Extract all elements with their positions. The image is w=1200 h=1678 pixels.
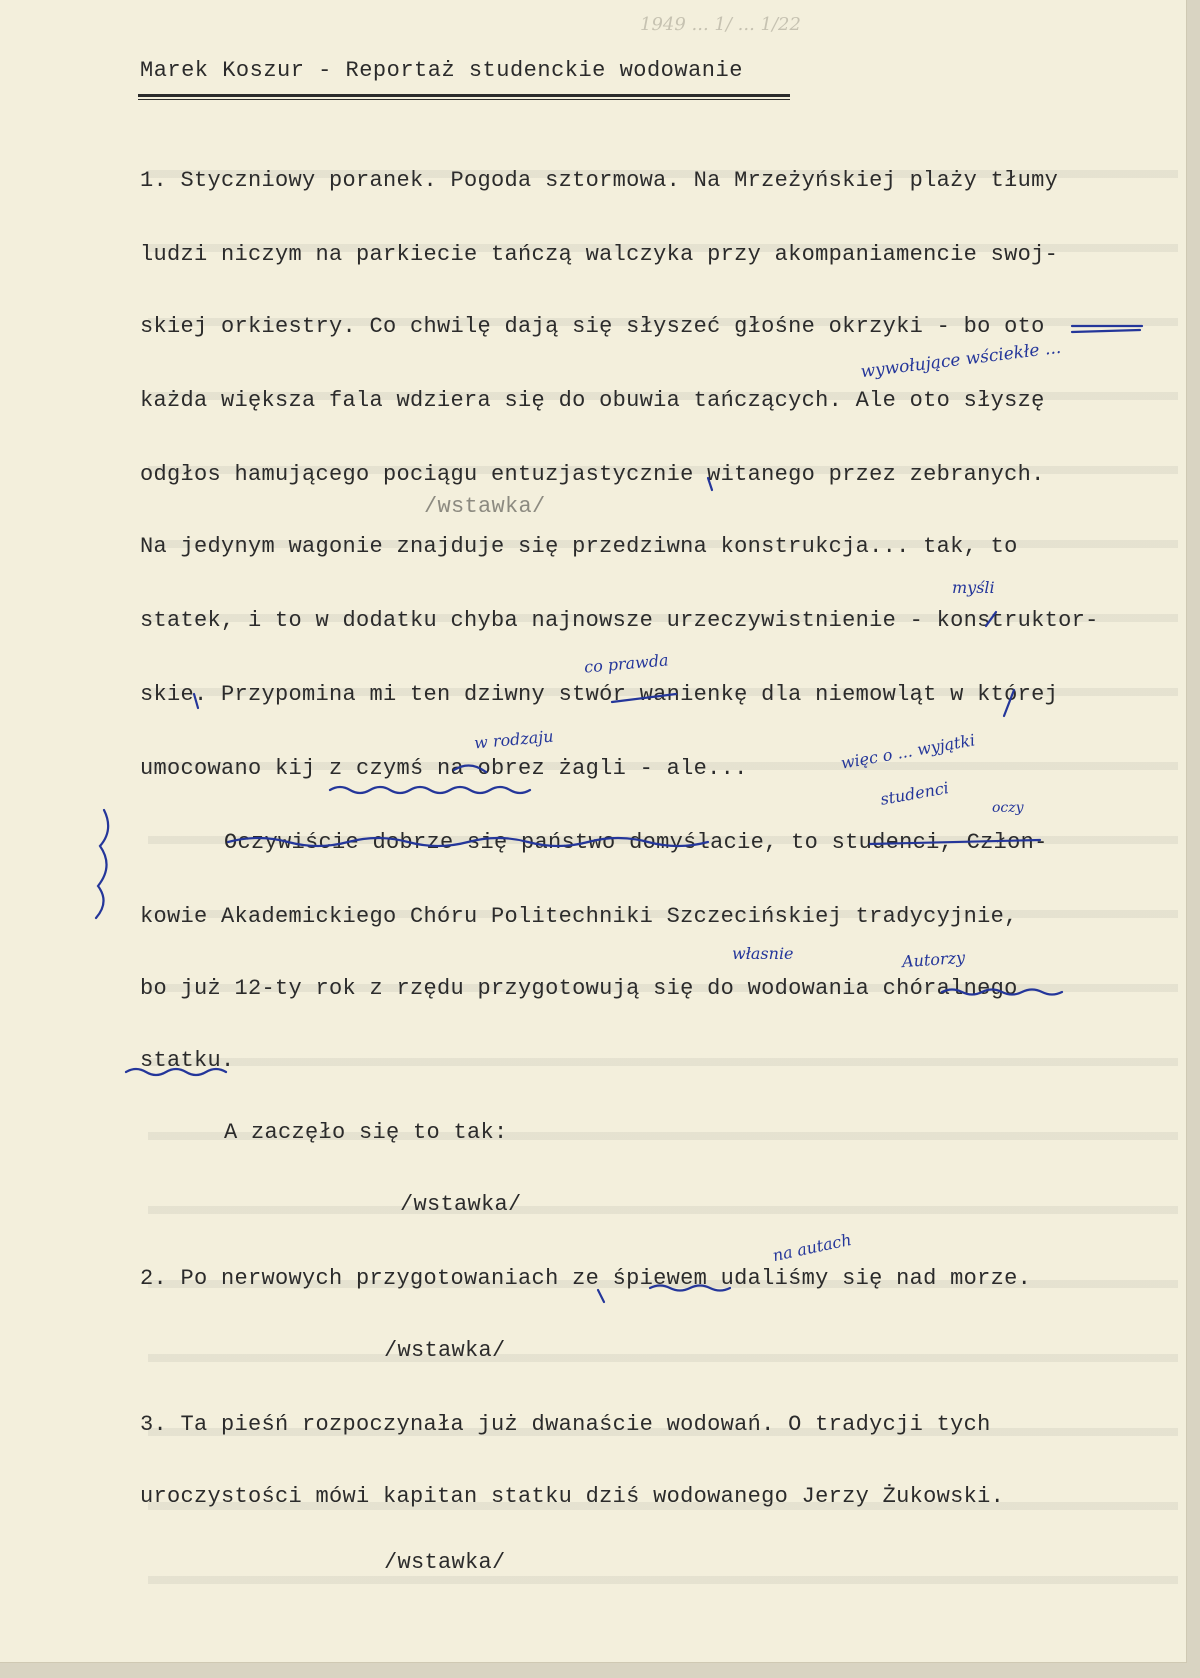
body-line-16: 3. Ta pieśń rozpoczynała już dwanaście wodowań. O tradycji tych — [140, 1412, 991, 1437]
strike-dash — [986, 612, 996, 626]
body-line-12: bo już 12-ty rok z rzędu przygotowują się do wodowania chóralnego — [140, 976, 1018, 1001]
strike-stwor — [612, 694, 676, 702]
body-line-3: skiej orkiestry. Co chwilę dają się słyszeć głośne okrzyki - bo oto — [140, 314, 1045, 339]
body-line-9: umocowano kij z czymś na obrez żagli - ale... — [140, 756, 748, 781]
insert-marker-2: /wstawka/ — [400, 1192, 522, 1217]
body-line-14: A zaczęło się to tak: — [224, 1120, 508, 1145]
margin-bracket — [96, 810, 108, 918]
wavy-choralnego — [942, 990, 1062, 995]
caret-pociagu — [708, 478, 712, 490]
top-scribble: 1949 ... 1/ ... 1/22 — [640, 14, 801, 35]
annotation-1: wywołujące wściekłe ... — [859, 337, 1063, 383]
body-line-10: Oczywiście dobrze się państwo domyślacie, to studenci, Człon- — [224, 830, 1048, 855]
insert-marker-4: /wstawka/ — [384, 1550, 506, 1575]
body-line-15: 2. Po nerwowych przygotowaniach ze śpiewem udaliśmy się nad morze. — [140, 1266, 1032, 1291]
body-line-11: kowie Akademickiego Chóru Politechniki Szczecińskiej tradycyjnie, — [140, 904, 1018, 929]
strike-oczywiscie — [228, 838, 708, 846]
mark-skie — [194, 694, 198, 708]
annotation-7: oczy — [992, 800, 1024, 816]
annotation-10: na autach — [770, 1229, 854, 1266]
annotation-4: w rodzaju — [473, 726, 555, 753]
document-title: Marek Koszur - Reportaż studenckie wodowanie — [140, 58, 743, 83]
wavy-spiewem — [650, 1286, 730, 1291]
strike-na — [454, 765, 486, 772]
annotation-8: własnie — [732, 944, 794, 963]
caret-ze — [598, 1290, 604, 1302]
annotation-5: więc o ... wyjątki — [839, 730, 977, 773]
slash-niemowlat — [1004, 690, 1014, 716]
strike-studenci — [870, 840, 1040, 844]
wavy-statku — [126, 1069, 226, 1075]
annotation-3: co prawda — [583, 650, 670, 677]
body-line-5: odgłos hamującego pociągu entuzjastycznie witanego przez zebranych. — [140, 462, 1045, 487]
annotation-2: myśli — [952, 578, 995, 597]
insert-marker-1: /wstawka/ — [424, 494, 546, 519]
strike-oto-2 — [1072, 330, 1140, 332]
body-line-6: Na jedynym wagonie znajduje się przedziwna konstrukcja... tak, to — [140, 534, 1018, 559]
body-line-4: każda większa fala wdziera się do obuwia tańczących. Ale oto słyszę — [140, 388, 1045, 413]
annotation-6: studenci — [878, 778, 951, 809]
body-line-17: uroczystości mówi kapitan statku dziś wodowanego Jerzy Żukowski. — [140, 1484, 1005, 1509]
body-line-1: 1. Styczniowy poranek. Pogoda sztormowa. Na Mrzeżyńskiej plaży tłumy — [140, 168, 1059, 193]
wavy-obrez — [330, 787, 530, 793]
body-line-2: ludzi niczym na parkiecie tańczą walczyka przy akompaniamencie swoj- — [140, 242, 1059, 267]
insert-marker-3: /wstawka/ — [384, 1338, 506, 1363]
body-line-7: statek, i to w dodatku chyba najnowsze urzeczywistnienie - konstruktor- — [140, 608, 1099, 633]
annotation-9: Autorzy — [901, 947, 966, 972]
body-line-13: statku. — [140, 1048, 235, 1073]
body-line-8: skie. Przypomina mi ten dziwny stwór wanienkę dla niemowląt w której — [140, 682, 1059, 707]
